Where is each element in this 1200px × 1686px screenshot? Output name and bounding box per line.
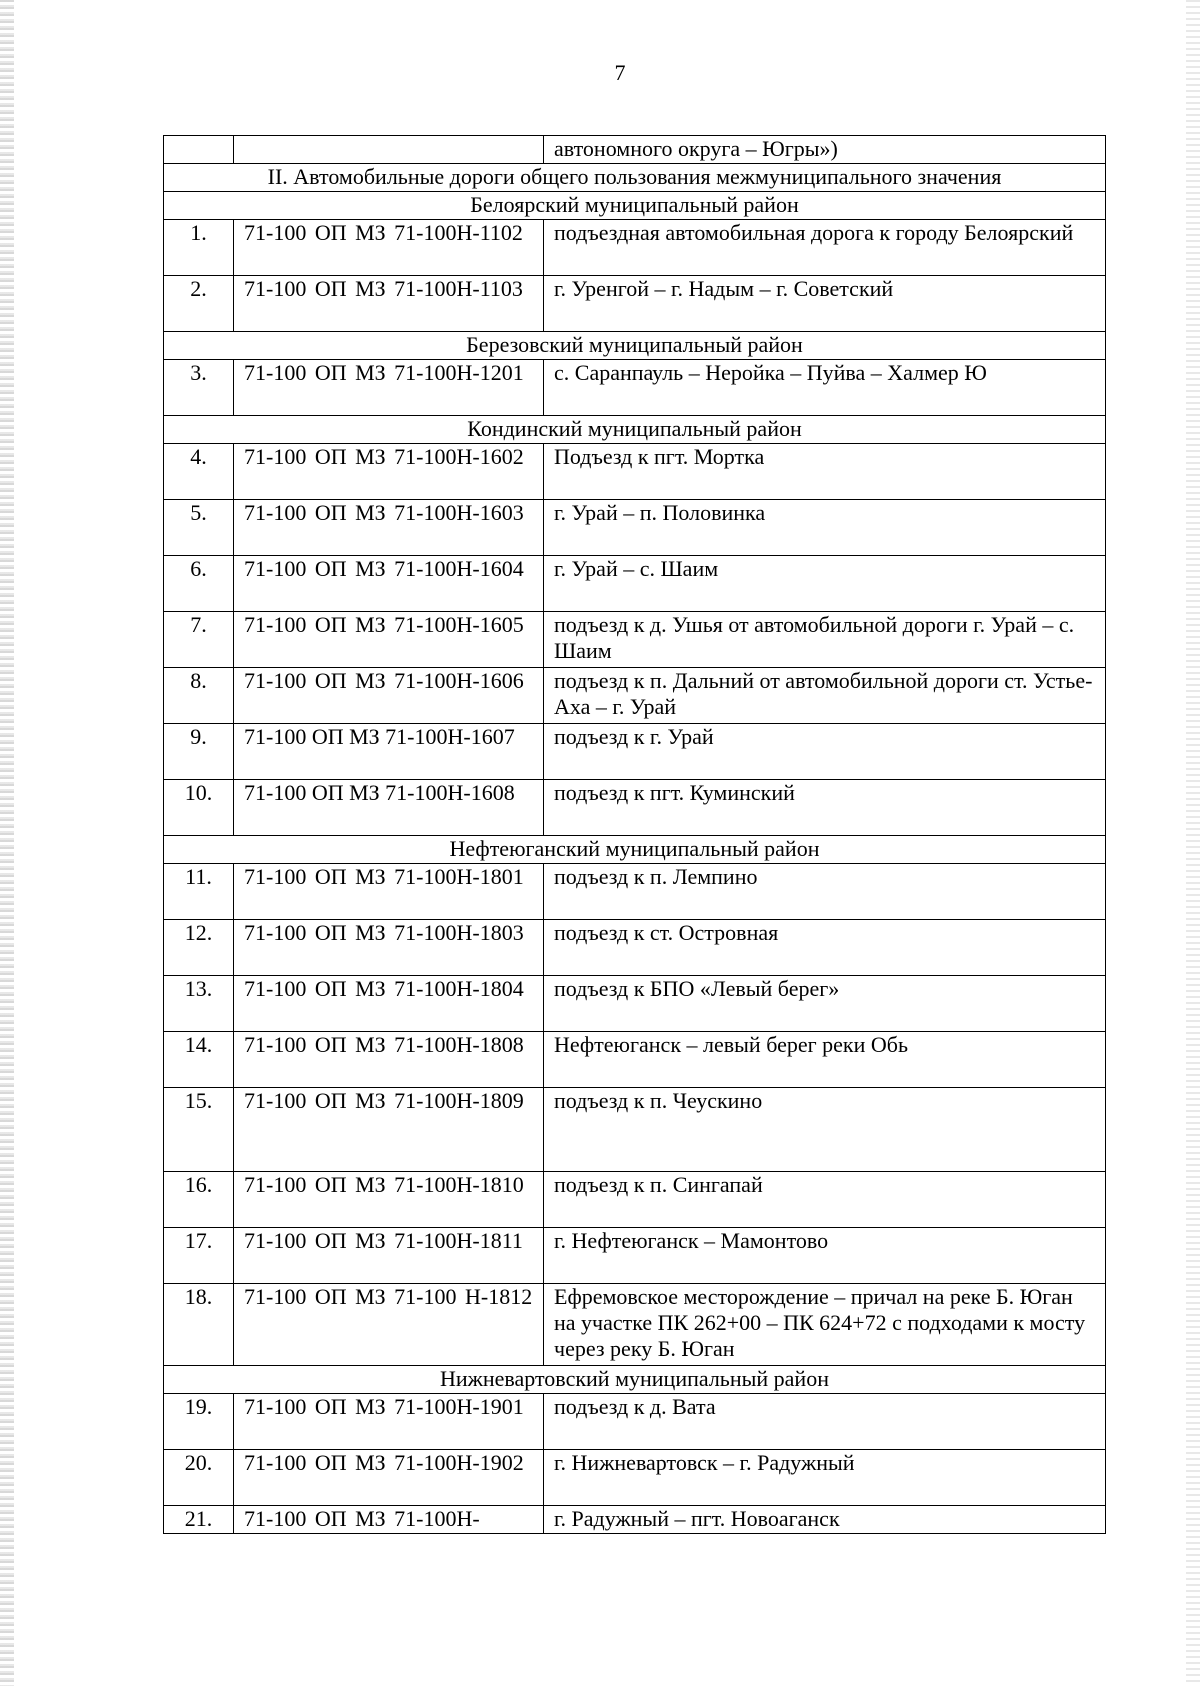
table-row (164, 500, 1106, 556)
road-code: 71-100 ОП МЗ 71-100Н-1606 (234, 668, 544, 724)
road-name: г. Урай – п. Половинка (544, 500, 1106, 556)
road-name: подъезд к БПО «Левый берег» (544, 976, 1106, 1032)
table-row (164, 1088, 1106, 1172)
road-name: Нефтеюганск – левый берег реки Обь (544, 1032, 1106, 1088)
district-title: Березовский муниципальный район (164, 332, 1106, 360)
road-code: 71-100 ОП МЗ 71-100Н-1809 (234, 1088, 544, 1172)
district-title: Нижневартовский муниципальный район (164, 1366, 1106, 1394)
road-name: подъезд к п. Сингапай (544, 1172, 1106, 1228)
table-row (164, 1450, 1106, 1506)
row-number: 21. (164, 1506, 234, 1534)
row-number: 16. (164, 1172, 234, 1228)
road-code: 71-100 ОП МЗ 71-100Н- (234, 1506, 544, 1534)
road-name: подъезд к д. Вата (544, 1394, 1106, 1450)
row-number: 9. (164, 724, 234, 780)
district-row (164, 192, 1106, 220)
road-name: автономного округа – Югры») (544, 136, 1106, 164)
district-title: Нефтеюганский муниципальный район (164, 836, 1106, 864)
road-code: 71-100 ОП МЗ 71-100Н-1902 (234, 1450, 544, 1506)
road-name: г. Уренгой – г. Надым – г. Советский (544, 276, 1106, 332)
road-name: подъезд к п. Чеускино (544, 1088, 1106, 1172)
road-name: Ефремовское месторождение – причал на реке Б. Юган на участке ПК 262+00 – ПК 624+72 с подходами к мосту через реку Б. Юган (544, 1284, 1106, 1366)
row-number: 8. (164, 668, 234, 724)
road-code: 71-100 ОП МЗ 71-100Н-1602 (234, 444, 544, 500)
table-row (164, 444, 1106, 500)
row-number: 19. (164, 1394, 234, 1450)
row-number: 12. (164, 920, 234, 976)
road-code: 71-100 ОП МЗ 71-100Н-1607 (234, 724, 544, 780)
district-title: Белоярский муниципальный район (164, 192, 1106, 220)
row-number: 11. (164, 864, 234, 920)
road-code: 71-100 ОП МЗ 71-100Н-1804 (234, 976, 544, 1032)
table-row (164, 1506, 1106, 1534)
road-name: г. Нефтеюганск – Мамонтово (544, 1228, 1106, 1284)
row-number: 5. (164, 500, 234, 556)
road-code: 71-100 ОП МЗ 71-100Н-1102 (234, 220, 544, 276)
row-number: 17. (164, 1228, 234, 1284)
road-code: 71-100 ОП МЗ 71-100Н-1103 (234, 276, 544, 332)
road-code: 71-100 ОП МЗ 71-100Н-1808 (234, 1032, 544, 1088)
table-row (164, 724, 1106, 780)
district-row (164, 332, 1106, 360)
road-code: 71-100 ОП МЗ 71-100 Н-1812 (234, 1284, 544, 1366)
table-row (164, 780, 1106, 836)
row-number: 20. (164, 1450, 234, 1506)
table-row (164, 864, 1106, 920)
section-row (164, 164, 1106, 192)
road-name: подъезд к д. Ушья от автомобильной дороги г. Урай – с. Шаим (544, 612, 1106, 668)
road-code: 71-100 ОП МЗ 71-100Н-1604 (234, 556, 544, 612)
table-row (164, 276, 1106, 332)
table-row (164, 360, 1106, 416)
table-row (164, 136, 1106, 164)
road-code: 71-100 ОП МЗ 71-100Н-1201 (234, 360, 544, 416)
row-number: 13. (164, 976, 234, 1032)
table-row (164, 668, 1106, 724)
row-number: 18. (164, 1284, 234, 1366)
district-title: Кондинский муниципальный район (164, 416, 1106, 444)
row-number: 1. (164, 220, 234, 276)
district-row (164, 416, 1106, 444)
row-number (164, 136, 234, 164)
row-number: 6. (164, 556, 234, 612)
road-code: 71-100 ОП МЗ 71-100Н-1803 (234, 920, 544, 976)
road-code: 71-100 ОП МЗ 71-100Н-1605 (234, 612, 544, 668)
scan-right-edge (1186, 0, 1200, 1686)
row-number: 14. (164, 1032, 234, 1088)
road-code: 71-100 ОП МЗ 71-100Н-1801 (234, 864, 544, 920)
road-code: 71-100 ОП МЗ 71-100Н-1608 (234, 780, 544, 836)
section-title: II. Автомобильные дороги общего пользования межмуниципального значения (164, 164, 1106, 192)
district-row (164, 1366, 1106, 1394)
road-name: с. Саранпауль – Неройка – Пуйва – Халмер Ю (544, 360, 1106, 416)
road-name: подъезд к пгт. Куминский (544, 780, 1106, 836)
table-row (164, 220, 1106, 276)
road-name: Подъезд к пгт. Мортка (544, 444, 1106, 500)
road-name: г. Нижневартовск – г. Радужный (544, 1450, 1106, 1506)
row-number: 3. (164, 360, 234, 416)
table-row (164, 976, 1106, 1032)
road-code: 71-100 ОП МЗ 71-100Н-1901 (234, 1394, 544, 1450)
road-name: г. Радужный – пгт. Новоаганск (544, 1506, 1106, 1534)
table-row (164, 920, 1106, 976)
road-name: г. Урай – с. Шаим (544, 556, 1106, 612)
roads-table (163, 135, 1106, 1534)
table-row (164, 1394, 1106, 1450)
row-number: 2. (164, 276, 234, 332)
road-code: 71-100 ОП МЗ 71-100Н-1810 (234, 1172, 544, 1228)
table-row (164, 1228, 1106, 1284)
road-code: 71-100 ОП МЗ 71-100Н-1811 (234, 1228, 544, 1284)
row-number: 15. (164, 1088, 234, 1172)
road-name: подъезд к ст. Островная (544, 920, 1106, 976)
table-row (164, 612, 1106, 668)
district-row (164, 836, 1106, 864)
road-name: подъезд к п. Лемпино (544, 864, 1106, 920)
road-name: подъезд к г. Урай (544, 724, 1106, 780)
row-number: 10. (164, 780, 234, 836)
road-code (234, 136, 544, 164)
table-row (164, 1032, 1106, 1088)
table-row (164, 556, 1106, 612)
page-number: 7 (614, 60, 626, 85)
road-code: 71-100 ОП МЗ 71-100Н-1603 (234, 500, 544, 556)
scan-left-edge (0, 0, 14, 1686)
road-name: подъезд к п. Дальний от автомобильной дороги ст. Устье-Аха – г. Урай (544, 668, 1106, 724)
table-row (164, 1172, 1106, 1228)
row-number: 4. (164, 444, 234, 500)
table-row (164, 1284, 1106, 1366)
row-number: 7. (164, 612, 234, 668)
road-name: подъездная автомобильная дорога к городу Белоярский (544, 220, 1106, 276)
